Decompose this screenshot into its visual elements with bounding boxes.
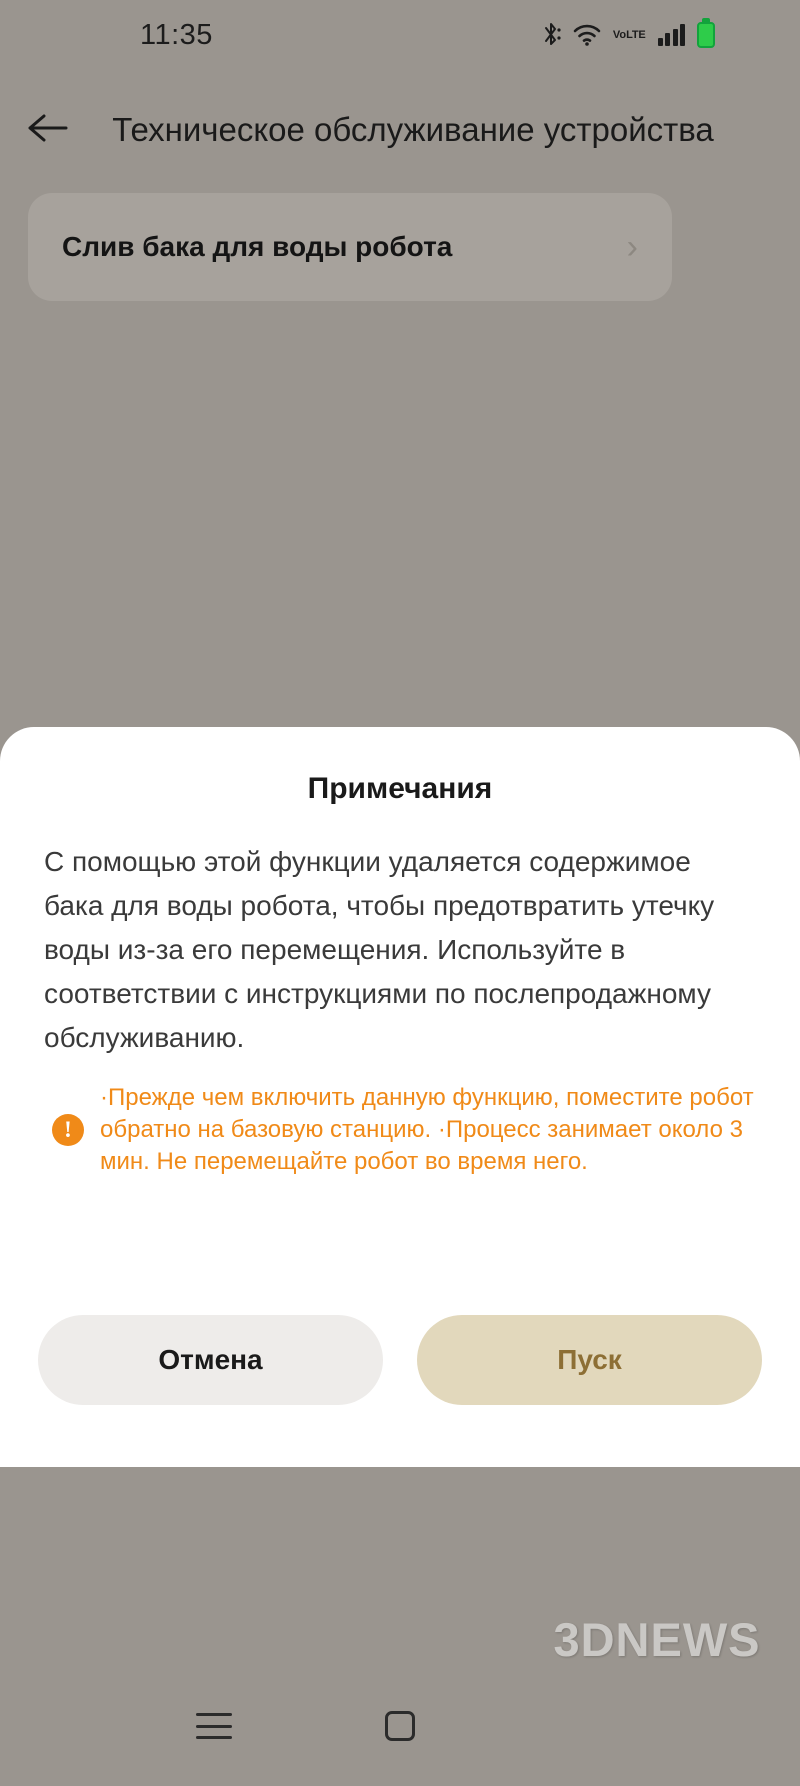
warning-icon: !	[52, 1114, 84, 1146]
warning-block	[44, 1082, 756, 1178]
bluetooth-icon	[541, 22, 561, 48]
chevron-right-icon: ›	[626, 228, 638, 266]
cancel-button[interactable]: Отмена	[38, 1315, 383, 1405]
volte-top-label: Vo	[612, 28, 627, 41]
notes-bottom-sheet	[0, 727, 800, 1467]
watermark-main-label: 3DNEWS	[553, 1612, 761, 1666]
nav-spacer	[568, 1711, 604, 1741]
wifi-icon	[573, 23, 601, 47]
warning-text: ·Прежде чем включить данную функцию, поместите робот обратно на базовую станцию. ·Процесс занимает около 3 мин. Не перемещайте робот во время него.	[100, 1084, 754, 1175]
sheet-actions	[38, 1315, 762, 1405]
status-time: 11:35	[140, 18, 213, 51]
drain-water-tank-row[interactable]	[28, 193, 672, 301]
volte-icon	[613, 30, 646, 41]
recent-apps-icon[interactable]	[196, 1713, 232, 1739]
signal-icon	[658, 24, 686, 46]
sheet-body-text: С помощью этой функции удаляется содержимое бака для воды робота, чтобы предотвратить утечку воды из-за его перемещения. Используйте в соответствии с инструкциями по послепродажному обслуживанию.	[44, 846, 715, 1053]
app-header	[0, 70, 800, 190]
sheet-title: Примечания	[307, 772, 493, 805]
system-nav-bar	[0, 1666, 800, 1786]
drain-water-tank-label: Слив бака для воды робота	[62, 231, 453, 262]
status-icons	[541, 22, 760, 48]
status-bar	[0, 0, 800, 70]
back-arrow-icon	[26, 112, 70, 149]
back-button[interactable]	[0, 70, 96, 190]
start-button[interactable]: Пуск	[417, 1315, 762, 1405]
home-icon[interactable]	[385, 1711, 415, 1741]
page-title: Техническое обслуживание устройства	[112, 111, 714, 148]
battery-icon	[697, 22, 715, 48]
volte-bottom-label: LTE	[626, 28, 646, 41]
